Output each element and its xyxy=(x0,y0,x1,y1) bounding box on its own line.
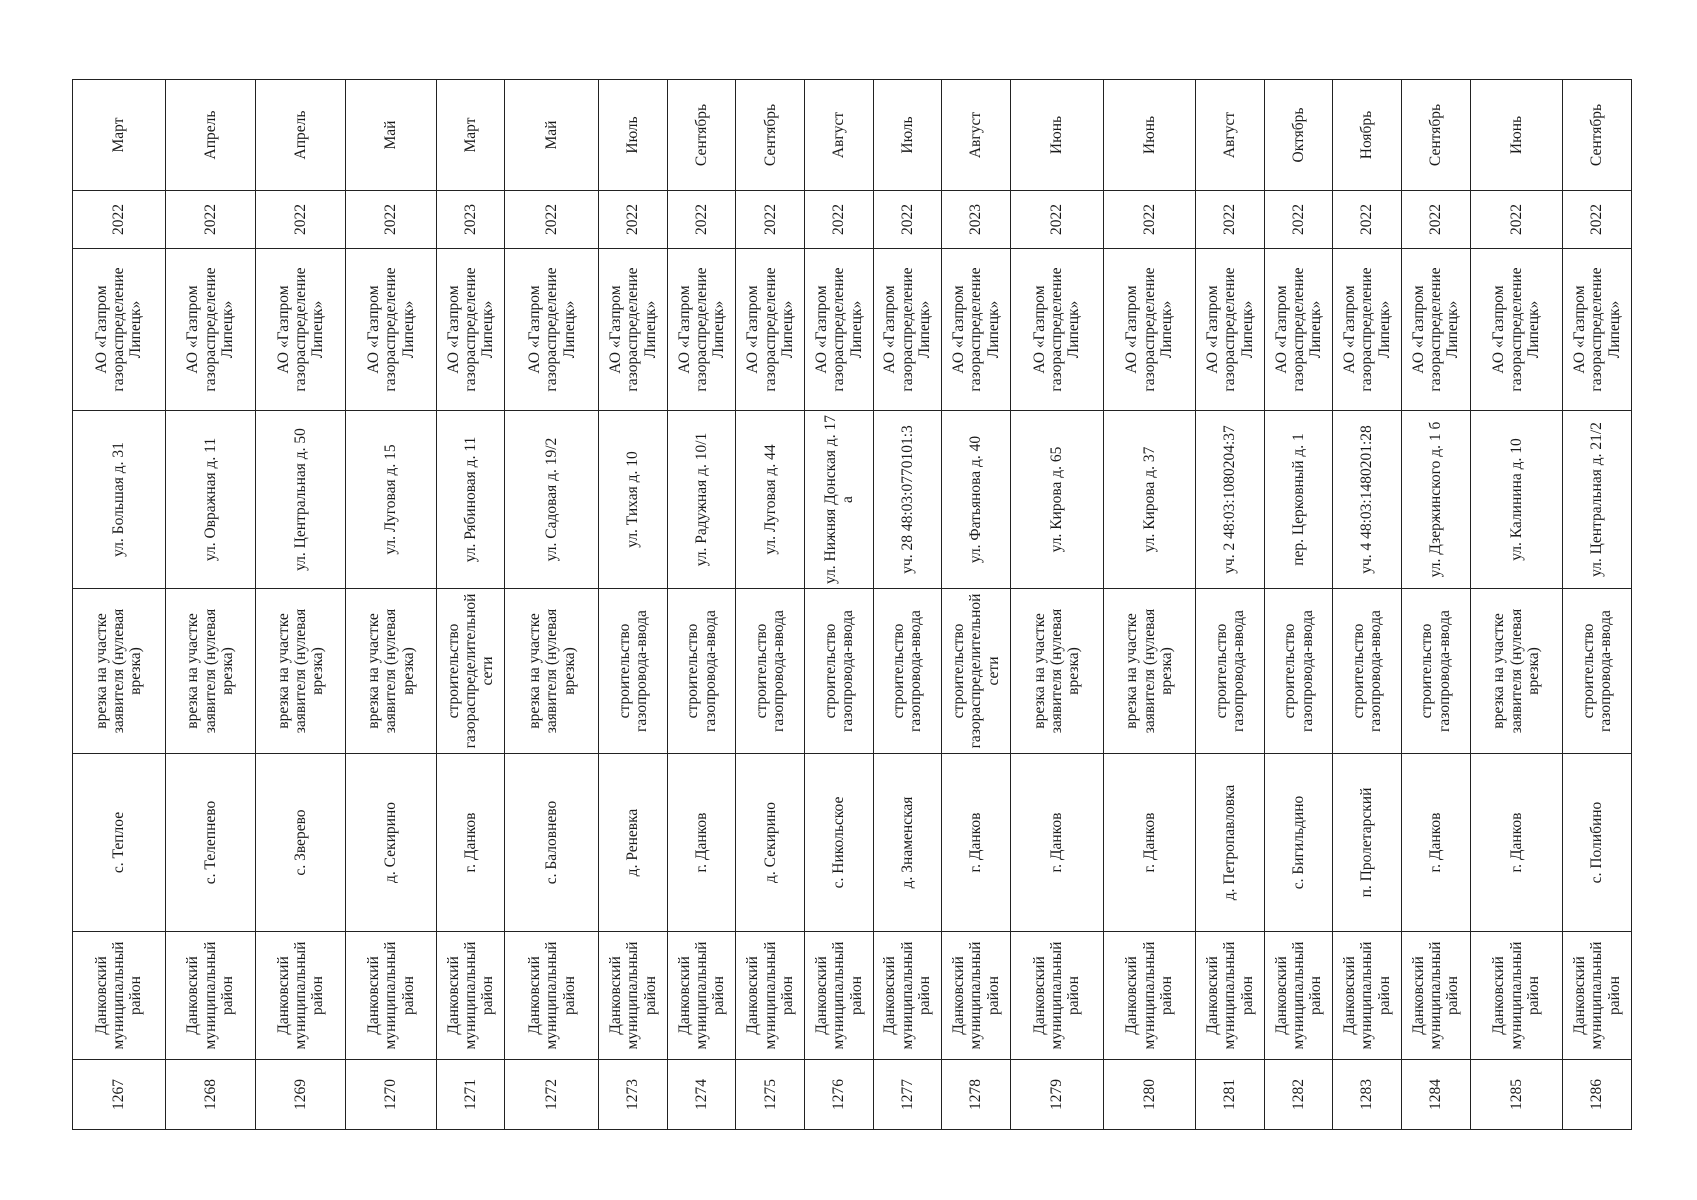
district-cell: Данковский муниципальный район xyxy=(505,932,599,1060)
organization-cell: АО «Газпром газораспределение Липецк» xyxy=(1196,249,1265,411)
row-number-cell: 1280 xyxy=(1103,1060,1196,1130)
row-number-cell: 1275 xyxy=(736,1060,805,1130)
table-row xyxy=(599,80,668,1130)
row-number-cell: 1281 xyxy=(1196,1060,1265,1130)
district-cell: Данковский муниципальный район xyxy=(165,932,255,1060)
work-type-cell: врезка на участке заявителя (нулевая врезка) xyxy=(1103,589,1196,754)
table-row xyxy=(165,80,255,1130)
year-cell: 2022 xyxy=(1010,191,1103,249)
year-cell: 2022 xyxy=(1264,191,1333,249)
row-number-cell: 1284 xyxy=(1401,1060,1470,1130)
year-cell: 2022 xyxy=(1563,191,1632,249)
row-number-cell: 1274 xyxy=(667,1060,736,1130)
table-row xyxy=(73,80,166,1130)
district-cell: Данковский муниципальный район xyxy=(1264,932,1333,1060)
organization-cell: АО «Газпром газораспределение Липецк» xyxy=(1333,249,1402,411)
year-cell: 2022 xyxy=(599,191,668,249)
work-type-cell: строительство газопровода-ввода xyxy=(1563,589,1632,754)
locality-cell: с. Телепнево xyxy=(165,754,255,932)
organization-cell: АО «Газпром газораспределение Липецк» xyxy=(436,249,505,411)
table-row xyxy=(942,80,1011,1130)
address-cell: ул. Центральная д. 21/2 xyxy=(1563,411,1632,589)
locality-cell: г. Данков xyxy=(1010,754,1103,932)
address-cell: ул. Дзержинского д. 1 б xyxy=(1401,411,1470,589)
month-cell: Август xyxy=(942,80,1011,191)
table-row xyxy=(873,80,942,1130)
year-cell: 2022 xyxy=(165,191,255,249)
year-cell: 2022 xyxy=(1401,191,1470,249)
locality-cell: д. Знаменская xyxy=(873,754,942,932)
table-row xyxy=(1264,80,1333,1130)
district-cell: Данковский муниципальный район xyxy=(1333,932,1402,1060)
district-cell: Данковский муниципальный район xyxy=(1470,932,1563,1060)
district-cell: Данковский муниципальный район xyxy=(346,932,436,1060)
work-type-cell: строительство газопровода-ввода xyxy=(873,589,942,754)
locality-cell: г. Данков xyxy=(942,754,1011,932)
month-cell: Август xyxy=(805,80,874,191)
district-cell: Данковский муниципальный район xyxy=(1010,932,1103,1060)
row-number-cell: 1286 xyxy=(1563,1060,1632,1130)
table-row xyxy=(1103,80,1196,1130)
district-cell: Данковский муниципальный район xyxy=(667,932,736,1060)
row-number-cell: 1267 xyxy=(73,1060,166,1130)
row-number-cell: 1269 xyxy=(256,1060,346,1130)
work-type-cell: строительство газопровода-ввода xyxy=(1401,589,1470,754)
month-cell: Сентябрь xyxy=(1401,80,1470,191)
table-row xyxy=(736,80,805,1130)
locality-cell: с. Никольское xyxy=(805,754,874,932)
district-cell: Данковский муниципальный район xyxy=(436,932,505,1060)
locality-cell: с. Баловнево xyxy=(505,754,599,932)
table-row xyxy=(805,80,874,1130)
work-type-cell: строительство газопровода-ввода xyxy=(667,589,736,754)
month-cell: Июнь xyxy=(1103,80,1196,191)
organization-cell: АО «Газпром газораспределение Липецк» xyxy=(165,249,255,411)
work-type-cell: строительство газопровода-ввода xyxy=(1264,589,1333,754)
organization-cell: АО «Газпром газораспределение Липецк» xyxy=(805,249,874,411)
table-row xyxy=(667,80,736,1130)
month-cell: Июль xyxy=(873,80,942,191)
year-cell: 2022 xyxy=(1470,191,1563,249)
month-cell: Июль xyxy=(599,80,668,191)
locality-cell: г. Данков xyxy=(1470,754,1563,932)
district-cell: Данковский муниципальный район xyxy=(942,932,1011,1060)
organization-cell: АО «Газпром газораспределение Липецк» xyxy=(873,249,942,411)
address-cell: ул. Большая д. 31 xyxy=(73,411,166,589)
work-type-cell: строительство газопровода-ввода xyxy=(1333,589,1402,754)
month-cell: Май xyxy=(346,80,436,191)
row-number-cell: 1271 xyxy=(436,1060,505,1130)
district-cell: Данковский муниципальный район xyxy=(736,932,805,1060)
month-cell: Март xyxy=(73,80,166,191)
work-type-cell: строительство газопровода-ввода xyxy=(805,589,874,754)
organization-cell: АО «Газпром газораспределение Липецк» xyxy=(1401,249,1470,411)
address-cell: уч. 28 48:03:0770101:3 xyxy=(873,411,942,589)
month-cell: Октябрь xyxy=(1264,80,1333,191)
work-type-cell: врезка на участке заявителя (нулевая врезка) xyxy=(73,589,166,754)
month-cell: Май xyxy=(505,80,599,191)
organization-cell: АО «Газпром газораспределение Липецк» xyxy=(942,249,1011,411)
row-number-cell: 1270 xyxy=(346,1060,436,1130)
row-number-cell: 1273 xyxy=(599,1060,668,1130)
organization-cell: АО «Газпром газораспределение Липецк» xyxy=(505,249,599,411)
table-row xyxy=(1196,80,1265,1130)
address-cell: ул. Луговая д. 15 xyxy=(346,411,436,589)
address-cell: ул. Тихая д. 10 xyxy=(599,411,668,589)
locality-cell: с. Теплое xyxy=(73,754,166,932)
work-type-cell: строительство газораспределительной сети xyxy=(436,589,505,754)
address-cell: ул. Радужная д. 10/1 xyxy=(667,411,736,589)
organization-cell: АО «Газпром газораспределение Липецк» xyxy=(667,249,736,411)
work-type-cell: врезка на участке заявителя (нулевая врезка) xyxy=(346,589,436,754)
district-cell: Данковский муниципальный район xyxy=(599,932,668,1060)
year-cell: 2022 xyxy=(805,191,874,249)
month-cell: Март xyxy=(436,80,505,191)
month-cell: Сентябрь xyxy=(736,80,805,191)
year-cell: 2022 xyxy=(1103,191,1196,249)
district-cell: Данковский муниципальный район xyxy=(873,932,942,1060)
address-cell: уч. 4 48:03:1480201:28 xyxy=(1333,411,1402,589)
locality-cell: д. Секирино xyxy=(346,754,436,932)
work-type-cell: строительство газораспределительной сети xyxy=(942,589,1011,754)
work-type-cell: строительство газопровода-ввода xyxy=(736,589,805,754)
work-type-cell: врезка на участке заявителя (нулевая врезка) xyxy=(256,589,346,754)
month-cell: Август xyxy=(1196,80,1265,191)
district-cell: Данковский муниципальный район xyxy=(256,932,346,1060)
district-cell: Данковский муниципальный район xyxy=(1103,932,1196,1060)
table-row xyxy=(1010,80,1103,1130)
row-number-cell: 1276 xyxy=(805,1060,874,1130)
table-row xyxy=(346,80,436,1130)
year-cell: 2023 xyxy=(436,191,505,249)
month-cell: Апрель xyxy=(165,80,255,191)
row-number-cell: 1285 xyxy=(1470,1060,1563,1130)
month-cell: Апрель xyxy=(256,80,346,191)
table-row xyxy=(1470,80,1563,1130)
table-row xyxy=(256,80,346,1130)
year-cell: 2022 xyxy=(736,191,805,249)
address-cell: ул. Овражная д. 11 xyxy=(165,411,255,589)
locality-cell: г. Данков xyxy=(667,754,736,932)
work-type-cell: строительство газопровода-ввода xyxy=(1196,589,1265,754)
district-cell: Данковский муниципальный район xyxy=(805,932,874,1060)
month-cell: Сентябрь xyxy=(1563,80,1632,191)
locality-cell: п. Пролетарский xyxy=(1333,754,1402,932)
district-cell: Данковский муниципальный район xyxy=(1401,932,1470,1060)
locality-cell: г. Данков xyxy=(436,754,505,932)
address-cell: ул. Нижняя Донская д. 17 а xyxy=(805,411,874,589)
work-type-cell: врезка на участке заявителя (нулевая врезка) xyxy=(1010,589,1103,754)
address-cell: ул. Кирова д. 65 xyxy=(1010,411,1103,589)
organization-cell: АО «Газпром газораспределение Липецк» xyxy=(1010,249,1103,411)
district-cell: Данковский муниципальный район xyxy=(1196,932,1265,1060)
locality-cell: с. Полибино xyxy=(1563,754,1632,932)
organization-cell: АО «Газпром газораспределение Липецк» xyxy=(1264,249,1333,411)
table-row xyxy=(1333,80,1402,1130)
locality-cell: д. Секирино xyxy=(736,754,805,932)
row-number-cell: 1283 xyxy=(1333,1060,1402,1130)
locality-cell: г. Данков xyxy=(1103,754,1196,932)
row-number-cell: 1268 xyxy=(165,1060,255,1130)
address-cell: ул. Центральная д. 50 xyxy=(256,411,346,589)
locality-cell: с. Зверево xyxy=(256,754,346,932)
address-cell: пер. Церковный д. 1 xyxy=(1264,411,1333,589)
organization-cell: АО «Газпром газораспределение Липецк» xyxy=(1563,249,1632,411)
row-number-cell: 1272 xyxy=(505,1060,599,1130)
address-cell: ул. Рябиновая д. 11 xyxy=(436,411,505,589)
locality-cell: д. Петропавловка xyxy=(1196,754,1265,932)
row-number-cell: 1279 xyxy=(1010,1060,1103,1130)
work-type-cell: врезка на участке заявителя (нулевая врезка) xyxy=(505,589,599,754)
locality-cell: г. Данков xyxy=(1401,754,1470,932)
work-type-cell: врезка на участке заявителя (нулевая врезка) xyxy=(165,589,255,754)
table-frame xyxy=(72,80,1632,1130)
organization-cell: АО «Газпром газораспределение Липецк» xyxy=(346,249,436,411)
locality-cell: д. Реневка xyxy=(599,754,668,932)
year-cell: 2022 xyxy=(256,191,346,249)
year-cell: 2022 xyxy=(346,191,436,249)
address-cell: уч. 2 48:03:1080204:37 xyxy=(1196,411,1265,589)
month-cell: Ноябрь xyxy=(1333,80,1402,191)
work-type-cell: строительство газопровода-ввода xyxy=(599,589,668,754)
work-type-cell: врезка на участке заявителя (нулевая врезка) xyxy=(1470,589,1563,754)
address-cell: ул. Садовая д. 19/2 xyxy=(505,411,599,589)
address-cell: ул. Луговая д. 44 xyxy=(736,411,805,589)
table-row xyxy=(505,80,599,1130)
table-row xyxy=(436,80,505,1130)
year-cell: 2022 xyxy=(667,191,736,249)
row-number-cell: 1282 xyxy=(1264,1060,1333,1130)
organization-cell: АО «Газпром газораспределение Липецк» xyxy=(256,249,346,411)
table-row xyxy=(1563,80,1632,1130)
table-body xyxy=(73,80,1632,1130)
month-cell: Июнь xyxy=(1470,80,1563,191)
year-cell: 2022 xyxy=(1333,191,1402,249)
organization-cell: АО «Газпром газораспределение Липецк» xyxy=(73,249,166,411)
address-cell: ул. Кирова д. 37 xyxy=(1103,411,1196,589)
row-number-cell: 1278 xyxy=(942,1060,1011,1130)
gasification-schedule-table xyxy=(72,79,1632,1130)
district-cell: Данковский муниципальный район xyxy=(73,932,166,1060)
row-number-cell: 1277 xyxy=(873,1060,942,1130)
district-cell: Данковский муниципальный район xyxy=(1563,932,1632,1060)
organization-cell: АО «Газпром газораспределение Липецк» xyxy=(1103,249,1196,411)
year-cell: 2023 xyxy=(942,191,1011,249)
locality-cell: с. Бигильдино xyxy=(1264,754,1333,932)
organization-cell: АО «Газпром газораспределение Липецк» xyxy=(736,249,805,411)
table-row xyxy=(1401,80,1470,1130)
month-cell: Сентябрь xyxy=(667,80,736,191)
year-cell: 2022 xyxy=(873,191,942,249)
address-cell: ул. Калинина д. 10 xyxy=(1470,411,1563,589)
year-cell: 2022 xyxy=(1196,191,1265,249)
month-cell: Июнь xyxy=(1010,80,1103,191)
organization-cell: АО «Газпром газораспределение Липецк» xyxy=(599,249,668,411)
organization-cell: АО «Газпром газораспределение Липецк» xyxy=(1470,249,1563,411)
year-cell: 2022 xyxy=(73,191,166,249)
year-cell: 2022 xyxy=(505,191,599,249)
address-cell: ул. Фатьянова д. 40 xyxy=(942,411,1011,589)
